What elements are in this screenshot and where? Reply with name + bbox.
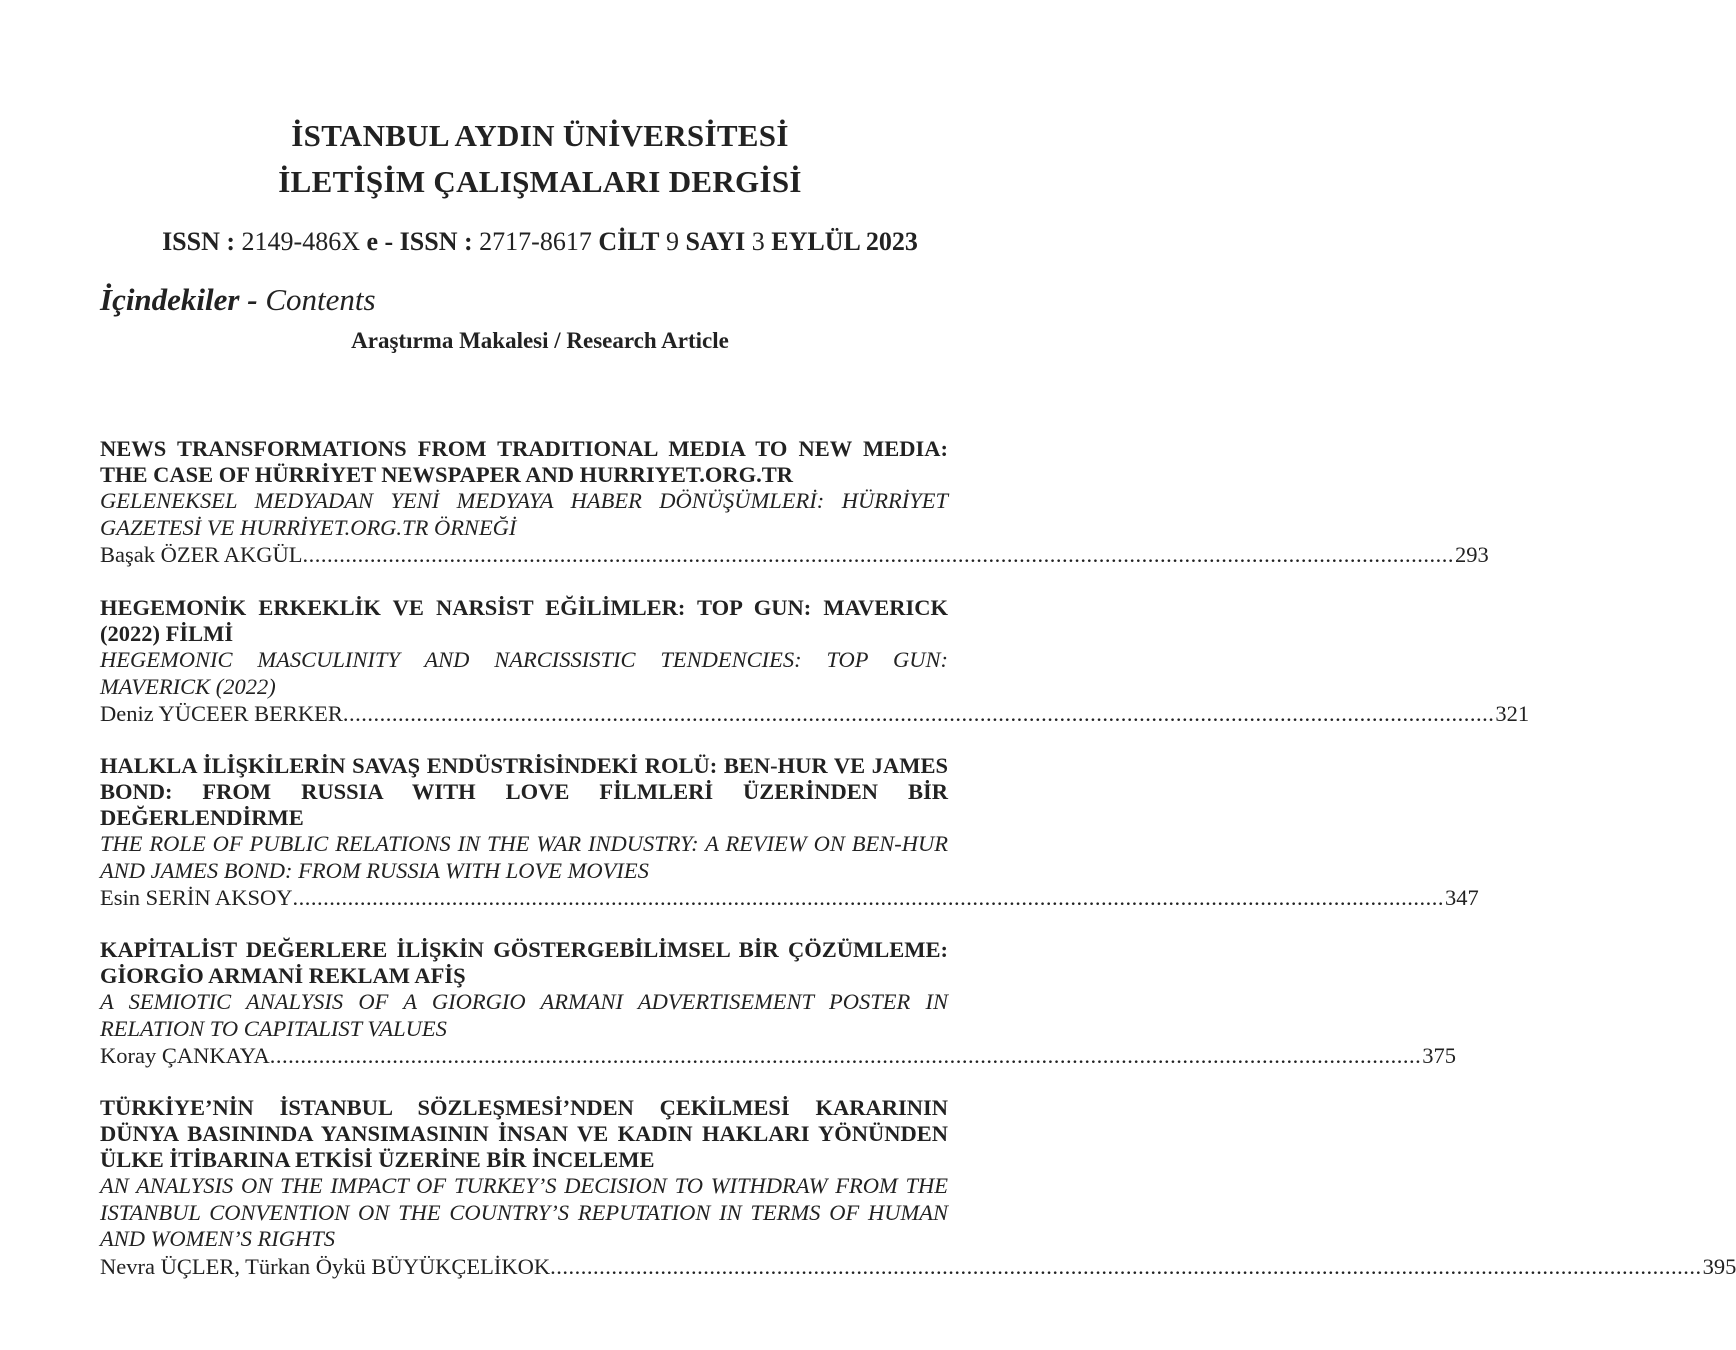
sayi-label: SAYI	[685, 227, 746, 256]
entry-author: Nevra ÜÇLER, Türkan Öykü BÜYÜKÇELİKOK	[100, 1253, 551, 1279]
entry-author: Esin SERİN AKSOY	[100, 885, 293, 910]
issn-line	[0, 226, 1080, 258]
entry-page-number: 321	[1495, 701, 1530, 726]
toc-entry[interactable]	[100, 436, 1489, 568]
leader-dots: ............................................................................................................................................................................................	[292, 885, 1445, 910]
contents-heading	[100, 282, 376, 318]
toc-entry[interactable]	[100, 595, 1530, 727]
entry-author-line	[100, 700, 1530, 727]
sayi-value: 3	[751, 227, 765, 256]
cilt-label: CİLT	[598, 227, 660, 256]
section-label: Araştırma Makalesi / Research Article	[351, 328, 729, 353]
issn-label: ISSN :	[162, 227, 236, 256]
entry-page-number: 395	[1702, 1253, 1736, 1279]
entry-author-line	[100, 541, 1489, 568]
contents-heading-english: Contents	[265, 282, 376, 317]
eissn-value: 2717-8617	[479, 227, 592, 256]
leader-dots: ............................................................................................................................................................................................	[302, 542, 1454, 567]
contents-heading-turkish: İçindekiler -	[100, 282, 258, 317]
entry-title-secondary: HEGEMONIC MASCULINITY AND NARCISSISTIC TENDENCIES: TOP GUN: MAVERICK (2022)	[100, 647, 948, 699]
entry-author: Koray ÇANKAYA	[100, 1043, 270, 1068]
entry-title-secondary: A SEMIOTIC ANALYSIS OF A GIORGIO ARMANI ADVERTISEMENT POSTER IN RELATION TO CAPITALIST VALUES	[100, 989, 948, 1041]
entry-title-primary[interactable]: TÜRKİYE’NİN İSTANBUL SÖZLEŞMESİ’NDEN ÇEKİLMESİ KARARININ DÜNYA BASININDA YANSIMASININ İNSAN VE KADIN HAKLARI YÖNÜNDEN ÜLKE İTİBARINA ETKİSİ ÜZERİNE BİR İNCELEME	[100, 1095, 948, 1172]
eissn-label: e - ISSN :	[366, 227, 473, 256]
toc-entry[interactable]	[100, 937, 1457, 1069]
toc-entry[interactable]	[100, 753, 1479, 911]
entry-title-secondary: GELENEKSEL MEDYADAN YENİ MEDYAYA HABER DÖNÜŞÜMLERİ: HÜRRİYET GAZETESİ VE HURRİYET.ORG.TR ÖRNEĞİ	[100, 488, 948, 540]
entry-author-line	[100, 1253, 1736, 1280]
entry-title-primary[interactable]: HEGEMONİK ERKEKLİK VE NARSİST EĞİLİMLER: TOP GUN: MAVERICK (2022) FİLMİ	[100, 595, 948, 646]
entry-title-primary[interactable]: HALKLA İLİŞKİLERİN SAVAŞ ENDÜSTRİSİNDEKİ ROLÜ: BEN-HUR VE JAMES BOND: FROM RUSSIA WITH LOVE FİLMLERİ ÜZERİNDEN BİR DEĞERLENDİRME	[100, 753, 948, 830]
issue-date: EYLÜL 2023	[771, 227, 918, 256]
issn-value: 2149-486X	[241, 227, 360, 256]
entry-title-secondary: THE ROLE OF PUBLIC RELATIONS IN THE WAR INDUSTRY: A REVIEW ON BEN-HUR AND JAMES BOND: FROM RUSSIA WITH LOVE MOVIES	[100, 831, 948, 883]
entry-title-primary[interactable]: KAPİTALİST DEĞERLERE İLİŞKİN GÖSTERGEBİLİMSEL BİR ÇÖZÜMLEME: GİORGİO ARMANİ REKLAM AFİŞ	[100, 937, 948, 988]
journal-title-line2: İLETİŞİM ÇALIŞMALARI DERGİSİ	[278, 164, 802, 199]
toc-entry[interactable]	[100, 1095, 1736, 1280]
entry-page-number: 293	[1454, 542, 1489, 567]
entry-title-primary[interactable]: NEWS TRANSFORMATIONS FROM TRADITIONAL MEDIA TO NEW MEDIA: THE CASE OF HÜRRİYET NEWSPAPER AND HURRIYET.ORG.TR	[100, 436, 948, 487]
entry-page-number: 347	[1445, 885, 1479, 910]
cilt-value: 9	[666, 227, 680, 256]
journal-title-line1: İSTANBUL AYDIN ÜNİVERSİTESİ	[291, 118, 789, 153]
entry-title-secondary: AN ANALYSIS ON THE IMPACT OF TURKEY’S DECISION TO WITHDRAW FROM THE ISTANBUL CONVENTION ON THE COUNTRY’S REPUTATION IN TERMS OF HUMAN AND WOMEN’S RIGHTS	[100, 1173, 948, 1251]
entry-author: Başak ÖZER AKGÜL	[100, 542, 303, 567]
entry-author-line	[100, 1042, 1457, 1069]
leader-dots: ............................................................................................................................................................................................	[550, 1253, 1702, 1279]
entry-author: Deniz YÜCEER BERKER	[100, 701, 343, 726]
entry-page-number: 375	[1422, 1043, 1457, 1068]
entry-author-line	[100, 884, 1479, 911]
leader-dots: ............................................................................................................................................................................................	[269, 1043, 1422, 1068]
leader-dots: ............................................................................................................................................................................................	[342, 701, 1495, 726]
